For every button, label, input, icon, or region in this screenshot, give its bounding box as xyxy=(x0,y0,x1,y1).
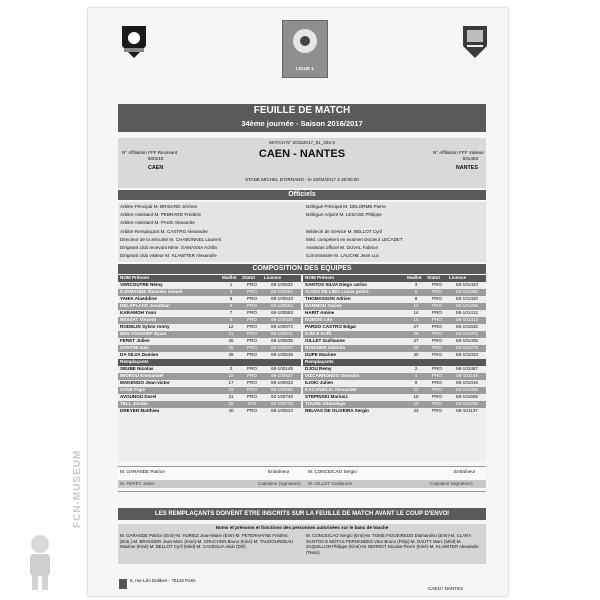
match-header xyxy=(118,138,486,188)
table-cell: 14 xyxy=(413,310,419,315)
table-cell: 32 xyxy=(228,401,234,406)
table-row xyxy=(118,394,301,401)
table-cell: PRO xyxy=(247,324,257,329)
official-line: Délégué Adjoint M. LESAGE Philippe xyxy=(306,212,382,218)
column-header: Statut xyxy=(427,275,441,280)
table-row xyxy=(118,296,301,303)
table-cell: SEUBE Nicolas xyxy=(120,366,154,371)
sheet-title: FEUILLE DE MATCH xyxy=(253,105,351,116)
official-line: Dirigeant club visiteur M. KLAWITER Alexandre xyxy=(120,253,217,259)
table-row xyxy=(118,317,301,324)
table-cell: 68-100565 xyxy=(271,387,293,392)
table-cell: 68-100554 xyxy=(271,303,293,308)
lfp-logo-icon xyxy=(118,578,128,590)
title-banner xyxy=(118,104,486,132)
column-header: Maillot xyxy=(222,275,237,280)
table-cell: 58-101279 xyxy=(456,345,478,350)
table-row xyxy=(118,282,301,289)
table-cell: YAHIA Alaeddine xyxy=(120,296,157,301)
table-cell: 68-100537 xyxy=(271,373,293,378)
table-cell: PRO xyxy=(247,408,257,413)
table-cell: TELL Jordan xyxy=(120,401,148,406)
table-cell: KACANIKLIC Alexander xyxy=(305,387,357,392)
column-header: Licence xyxy=(449,275,467,280)
table-row xyxy=(118,352,301,359)
nantes-crest-icon xyxy=(460,22,490,60)
table-row xyxy=(118,345,301,352)
table-cell: 58-101466 xyxy=(456,289,478,294)
table-cell: PRO xyxy=(247,380,257,385)
table-row xyxy=(303,331,486,338)
coach-label: Entraîneur xyxy=(268,469,290,474)
away-captain-label: Capitaine (signature) xyxy=(430,481,473,486)
table-cell: DA SILVA Damien xyxy=(120,352,159,357)
column-header: NOM Prénom xyxy=(120,275,150,280)
bench-home: M. GARANDE Patrice (Entr)-M. HURIEZ Jean-Marie (Entr)-M. PETERHAYNE Frédéric (Entr.)-M. BRANGER Jean-Marc (Kiné)-M. GRUCHON Bruno (Kiné)-M. TAUDOURDEAU Maxime (Kiné)-M. BELLOT Cyril (Méd)-M. CAVEGLIA Alain (Dirl) xyxy=(120,533,294,550)
table-cell: 68-100535 xyxy=(271,338,293,343)
subs-header xyxy=(303,359,486,366)
ligue1-ball-icon xyxy=(283,21,327,61)
table-row xyxy=(303,282,486,289)
home-captain: M. FERET Julien xyxy=(120,481,155,486)
table-cell: BAMMOU Yacine xyxy=(305,303,342,308)
table-cell: 58-101532 xyxy=(456,324,478,329)
table-cell: 16 xyxy=(413,394,419,399)
table-cell: 31 xyxy=(228,394,234,399)
table-row xyxy=(303,338,486,345)
home-affiliation-code: 500210 xyxy=(148,156,164,161)
home-coach: M. GARANDE Patrice xyxy=(120,469,165,474)
table-cell: PRO xyxy=(432,387,442,392)
table-row xyxy=(118,401,301,408)
table-cell: 11 xyxy=(228,331,234,336)
table-cell: KARAMOH Yann xyxy=(120,310,157,315)
table-cell: 15 xyxy=(413,317,419,322)
table-cell: DJOMANDE Ifiamoko ismael xyxy=(120,289,183,294)
table-cell: 58-101487 xyxy=(456,366,478,371)
table-cell: 6 xyxy=(229,303,233,308)
table-row xyxy=(118,331,301,338)
table-row xyxy=(303,317,486,324)
table-cell: TOURE Abdoulaye xyxy=(305,401,346,406)
official-line xyxy=(306,219,484,227)
table-cell: 68-100573 xyxy=(271,324,293,329)
official-line: Arbitre Assistant M. PEBRARD Frédéric xyxy=(120,212,202,218)
officiels-title: Officiels xyxy=(118,190,486,200)
table-cell: PRO xyxy=(432,345,442,350)
table-cell: 58-101506 xyxy=(456,394,478,399)
official-line: Arbitre Principal M. BRISARD Jérôme xyxy=(120,204,198,209)
table-cell: 8 xyxy=(229,317,233,322)
table-cell: PRO xyxy=(247,296,257,301)
official-line: Délégué Principal M. DELORME Pierre xyxy=(306,204,386,209)
table-cell: RELVAS DE OLIVEIRA Sergio xyxy=(305,408,369,413)
table-cell: 58-101023 xyxy=(456,352,478,357)
table-cell: 2 xyxy=(414,366,418,371)
table-cell: PRO xyxy=(432,366,442,371)
table-cell: 58-101149 xyxy=(456,373,478,378)
table-cell: 26 xyxy=(413,331,419,336)
table-cell: PRO xyxy=(247,394,257,399)
table-cell: PRO xyxy=(247,387,257,392)
table-cell: PRO xyxy=(432,289,442,294)
table-cell: DREYER Matthieu xyxy=(120,408,160,413)
subs-title: Remplaçants xyxy=(120,359,149,364)
table-cell: PRO xyxy=(247,331,257,336)
table-cell: VERCOUTRE Rémy xyxy=(120,282,163,287)
table-cell: PRO xyxy=(432,401,442,406)
table-header xyxy=(118,275,301,282)
table-cell: DJIDJI Koffi xyxy=(305,331,332,336)
table-cell: PRO xyxy=(247,317,257,322)
table-cell: MAKENGO Jean-victor xyxy=(120,380,170,385)
table-cell: BESSAT Vincent xyxy=(120,317,157,322)
stadium-date: STADE MICHEL D'ORNANO - le 22/04/2017 à 20:00:00 xyxy=(245,177,359,182)
table-cell: 68-100563 xyxy=(271,310,293,315)
table-cell: STA xyxy=(247,401,257,406)
table-cell: 5 xyxy=(229,296,233,301)
table-cell: 58-101137 xyxy=(456,408,478,413)
column-header: Licence xyxy=(264,275,282,280)
table-cell: STEPINSKI Mariusz xyxy=(305,394,348,399)
table-cell: 1 xyxy=(229,282,233,287)
bench-title: Noms et prénoms et fonctions des personnes autorisées sur le banc de touche xyxy=(215,525,389,530)
subs-title: Remplaçants xyxy=(305,359,334,364)
officiels-right xyxy=(306,203,484,260)
official-line: Médecin de Service M. BELLOT Cyril xyxy=(306,228,382,234)
table-cell: PRO xyxy=(432,338,442,343)
table-row xyxy=(118,366,301,373)
teams-title: CAEN - NANTES xyxy=(258,148,346,160)
bench-panel xyxy=(118,524,486,564)
table-cell: 25 xyxy=(228,338,234,343)
table-row xyxy=(118,289,301,296)
table-cell: PRO xyxy=(432,408,442,413)
table-cell: 27 xyxy=(413,324,419,329)
column-header: NOM Prénom xyxy=(305,275,335,280)
table-cell: 58-101459 xyxy=(456,387,478,392)
table-cell: AVOUNOU Durel xyxy=(120,394,157,399)
staff-panel xyxy=(118,466,486,492)
table-row xyxy=(118,373,301,380)
table-cell: ALVES DE LIMA Lucas pedro xyxy=(305,289,369,294)
table-row xyxy=(303,394,486,401)
museum-watermark: FCN-MUSEUM xyxy=(72,449,83,528)
away-team-column xyxy=(303,275,486,461)
table-cell: 58-101256 xyxy=(456,303,478,308)
table-cell: DJOU Remy xyxy=(305,366,332,371)
table-cell: PRO xyxy=(247,345,257,350)
table-cell: 58-101320 xyxy=(456,296,478,301)
footer-match: CAEN / NANTES xyxy=(428,586,464,591)
table-cell: HARIT Amine xyxy=(305,310,335,315)
table-cell: RODELIN Sylvio ronny xyxy=(120,324,170,329)
table-cell: 4 xyxy=(414,373,418,378)
ligue1-label: LIGUE 1 xyxy=(296,66,314,71)
table-cell: PRO xyxy=(432,331,442,336)
home-team-column xyxy=(118,275,301,461)
table-cell: PRO xyxy=(432,296,442,301)
table-cell: PRO xyxy=(247,338,257,343)
officiels-panel xyxy=(118,202,486,262)
table-cell: DUBOIS Léo xyxy=(305,317,333,322)
table-row xyxy=(303,296,486,303)
table-cell: 68-100149 xyxy=(271,366,293,371)
official-line: Méd. compétent en examen Docteur LECADET xyxy=(306,236,403,242)
table-cell: PRO xyxy=(247,289,257,294)
table-cell: PRO xyxy=(247,373,257,378)
table-cell: SANTINI Ivan xyxy=(120,345,149,350)
table-cell: 9 xyxy=(414,380,418,385)
official-line: Arbitre Remplaçant M. CASTRO Alexandre xyxy=(120,228,208,234)
table-cell: 58-101405 xyxy=(456,338,478,343)
table-cell: 28 xyxy=(413,345,419,350)
table-cell: 58-101443 xyxy=(456,282,478,287)
table-row xyxy=(118,324,301,331)
table-row xyxy=(303,289,486,296)
away-captain: M. GILLET Guillaume xyxy=(308,481,353,486)
match-sheet xyxy=(88,8,508,596)
table-cell: 26 xyxy=(228,345,234,350)
table-cell: IMOROU Emmanuel xyxy=(120,373,164,378)
caen-crest-icon xyxy=(118,20,150,60)
sheet-subtitle: 34ème journée - Saison 2016/2017 xyxy=(241,119,363,128)
table-cell: THOMASSON Adrien xyxy=(305,296,351,301)
ligue1-logo xyxy=(282,20,328,78)
table-cell: PRO xyxy=(432,303,442,308)
official-line: Commissaire M. LAUCHE Jean Luc xyxy=(306,253,380,259)
table-cell: 8 xyxy=(414,296,418,301)
table-cell: PRO xyxy=(247,303,257,308)
bench-away: M. CONCEICAO Sergio (Entr)-M. TOME FIGUEIREDO Diamantino (Entr)-M. CLARA SANTOS E MOTAS FERNANDES Vitor Bruno (Prép)-M. DAUTY Marc (Méd)-M. ZAQUILLON Philippe (Kiné)-M. BERNOT Nicolas-Pierre (Kiné)-M. KLAWITER Alexandre (Team) xyxy=(306,533,479,555)
captain-label: Capitaine (signature) xyxy=(258,481,301,486)
table-cell: 68-100543 xyxy=(271,296,293,301)
table-cell: GILLET Guillaume xyxy=(305,338,345,343)
table-cell: PRO xyxy=(432,352,442,357)
table-cell: 10 xyxy=(413,303,419,308)
table-row xyxy=(118,387,301,394)
table-cell: 68-100633 xyxy=(271,380,293,385)
composition-table xyxy=(118,275,486,461)
column-header: Maillot xyxy=(407,275,422,280)
table-cell: PRO xyxy=(432,310,442,315)
away-team-name: NANTES xyxy=(455,165,478,171)
table-cell: 40 xyxy=(228,408,234,413)
table-cell: 5 xyxy=(414,289,418,294)
table-row xyxy=(303,303,486,310)
official-line: Arbitre Assistant M. PAGE Alexandre xyxy=(120,220,195,226)
official-line: Directeur de la Sécurité M. CHABONNEL Laurent xyxy=(120,236,221,242)
column-header: Statut xyxy=(242,275,256,280)
table-cell: VIZCARRONDO Oswaldo xyxy=(305,373,360,378)
table-cell: PRO xyxy=(247,352,257,357)
table-row xyxy=(303,408,486,415)
table-cell: 58-101313 xyxy=(456,317,478,322)
table-cell: 68-100571 xyxy=(271,331,293,336)
table-cell: 68-100564 xyxy=(271,289,293,294)
table-cell: PRO xyxy=(432,324,442,329)
table-cell: 68-100538 xyxy=(271,352,293,357)
officiels-left xyxy=(120,203,300,260)
table-cell: 2 xyxy=(229,366,233,371)
table-cell: 15 xyxy=(228,373,234,378)
table-cell: 58-101071 xyxy=(456,331,478,336)
table-cell: 3 xyxy=(414,282,418,287)
table-cell: 17 xyxy=(228,380,234,385)
table-cell: 7 xyxy=(229,310,233,315)
table-cell: PRO xyxy=(247,282,257,287)
table-cell: 11 xyxy=(413,387,419,392)
table-cell: SANTOS SILVA Diego carlos xyxy=(305,282,367,287)
table-row xyxy=(118,310,301,317)
table-cell: 58-101019 xyxy=(456,380,478,385)
table-row xyxy=(303,345,486,352)
table-cell: 3 xyxy=(229,289,233,294)
table-row xyxy=(303,401,486,408)
table-cell: 22 xyxy=(228,387,234,392)
table-cell: RONGIER Valentin xyxy=(305,345,346,350)
table-cell: 30 xyxy=(413,352,419,357)
table-row xyxy=(118,408,301,415)
table-cell: 28 xyxy=(228,352,234,357)
table-row xyxy=(303,352,486,359)
official-line: Dirigeant club recevant Mme. SAMASSA Achifa xyxy=(120,244,217,250)
match-number: MATCH N° 20162017_01_334-2 xyxy=(268,140,336,145)
table-cell: DELAPLACE Jonathan xyxy=(120,303,170,308)
table-row xyxy=(118,303,301,310)
away-coach-label: Entraîneur xyxy=(454,469,476,474)
away-affiliation-code: 501404 xyxy=(462,156,478,161)
table-cell: DUPE Maxime xyxy=(305,352,336,357)
table-cell: PRO xyxy=(432,394,442,399)
home-team-name: CAEN xyxy=(148,165,164,171)
table-row xyxy=(303,373,486,380)
table-cell: PRO xyxy=(432,282,442,287)
away-coach: M. CONCEICAO Sergio xyxy=(308,469,357,474)
table-cell: 58-101228 xyxy=(456,401,478,406)
subs-header xyxy=(118,359,301,366)
table-cell: PRO xyxy=(432,317,442,322)
table-cell: PRO xyxy=(432,373,442,378)
footer-address: 6, rue Léo Delibes - 75116 Paris xyxy=(130,578,196,583)
table-row xyxy=(303,324,486,331)
table-cell: BEN YOUSSEF Syam xyxy=(120,331,167,336)
table-cell: 27 xyxy=(413,338,419,343)
table-row xyxy=(303,380,486,387)
table-row xyxy=(118,380,301,387)
mascot-icon xyxy=(18,532,62,592)
table-cell: 68-100532 xyxy=(271,282,293,287)
official-line: Assistant officiel M. DUVAL Fabrice xyxy=(306,244,378,250)
table-cell: 58-101412 xyxy=(456,310,478,315)
table-row xyxy=(303,366,486,373)
substitutes-notice: LES REMPLAÇANTS DOIVENT ETRE INSCRITS SUR LA FEUILLE DE MATCH AVANT LE COUP D'ENVOI xyxy=(118,508,486,520)
composition-title: COMPOSITION DES EQUIPES xyxy=(118,264,486,274)
table-row xyxy=(118,338,301,345)
table-cell: 12 xyxy=(228,324,234,329)
table-cell: PRO xyxy=(432,380,442,385)
table-cell: PARDO CASTRO Edgar xyxy=(305,324,357,329)
table-cell: 23 xyxy=(413,408,419,413)
table-row xyxy=(303,310,486,317)
table-cell: FERET Julien xyxy=(120,338,150,343)
table-cell: 68-100545 xyxy=(271,317,293,322)
table-cell: ILIOKI Julien xyxy=(305,380,334,385)
table-row xyxy=(303,387,486,394)
table-cell: 19 xyxy=(413,401,419,406)
table-cell: 68-100547 xyxy=(271,345,293,350)
table-cell: 92-100733 xyxy=(271,401,293,406)
home-affiliation-label: N° Affiliation FFF Recevant xyxy=(122,150,178,155)
away-affiliation-label: N° Affiliation FFF Visiteur xyxy=(433,150,484,155)
table-header xyxy=(303,275,486,282)
table-cell: 68-100524 xyxy=(271,408,293,413)
table-cell: 92-100749 xyxy=(271,394,293,399)
table-cell: SANE Pape xyxy=(120,387,146,392)
table-cell: PRO xyxy=(247,310,257,315)
table-cell: PRO xyxy=(247,366,257,371)
